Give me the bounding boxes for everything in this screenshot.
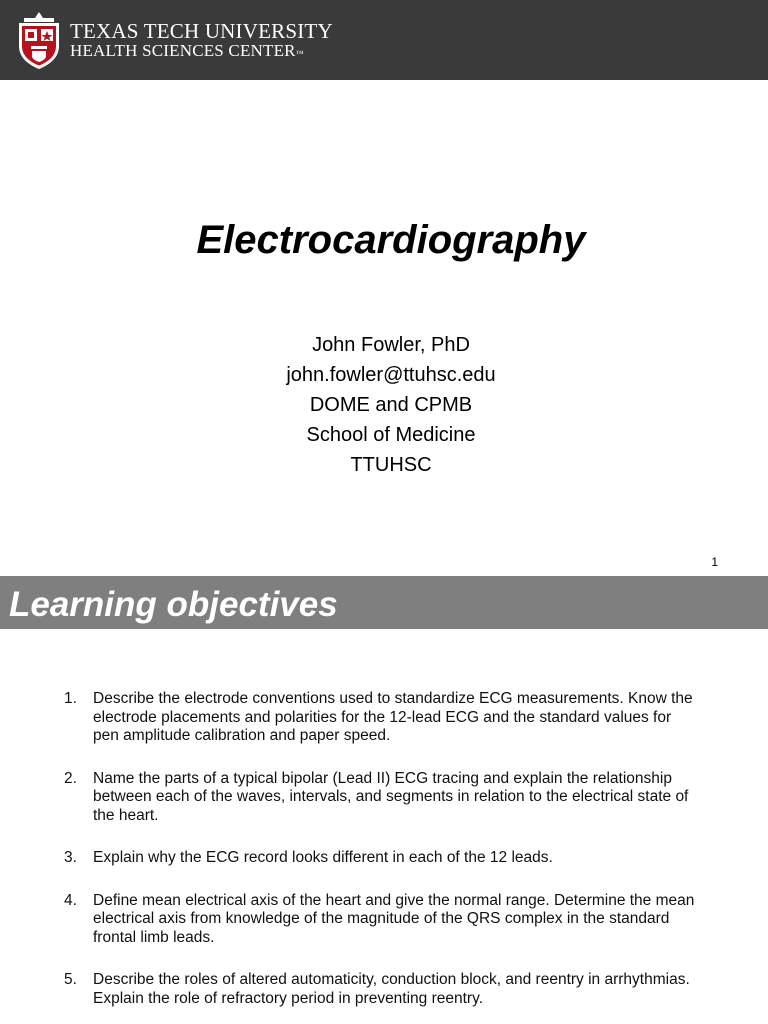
list-item (60, 849, 700, 868)
ttuhsc-seal-icon (16, 10, 62, 70)
list-item-number: 1. (64, 690, 77, 707)
list-item-text: Define mean electrical axis of the heart and give the normal range. Determine the mean electrical axis from knowledge of the magnitude of the QRS complex in the standard frontal limb leads. (93, 891, 695, 946)
header-bar (0, 0, 768, 80)
list-item (60, 690, 700, 746)
author-email: john.fowler@ttuhsc.edu (286, 364, 496, 386)
slide-title: Electrocardiography (196, 218, 586, 262)
author-school: School of Medicine (306, 424, 476, 446)
author-name: John Fowler, PhD (312, 334, 470, 356)
list-item (60, 892, 700, 948)
logo-line-1: TEXAS TECH UNIVERSITY (70, 19, 333, 43)
list-item-number: 3. (64, 849, 77, 866)
list-item-number: 2. (64, 769, 77, 787)
slide-number: 1 (711, 555, 718, 569)
author-institution: TTUHSC (350, 454, 432, 476)
objectives-list (60, 690, 700, 1024)
author-department: DOME and CPMB (309, 394, 473, 416)
list-item (60, 770, 700, 826)
list-item-text: Name the parts of a typical bipolar (Lead II) ECG tracing and explain the relationship between each of the waves, intervals, and segments in relation to the electrical state of the heart. (93, 769, 689, 824)
logo-line-2-text: HEALTH SCIENCES CENTER (70, 41, 296, 60)
author-block (0, 330, 768, 480)
trademark-mark: ™ (295, 49, 304, 58)
list-item-number: 4. (64, 891, 77, 909)
list-item (60, 971, 700, 1008)
list-item-text: Describe the electrode conventions used to standardize ECG measurements. Know the electrode placements and polarities for the 12-lead ECG and the standard values for pen amplitude calibration and paper speed. (93, 690, 693, 744)
university-logo-text (70, 19, 333, 63)
list-item-text: Describe the roles of altered automaticity, conduction block, and reentry in arrhythmias. Explain the role of refractory period in preventing reentry. (93, 971, 690, 1007)
logo-line-2 (70, 41, 333, 63)
list-item-text: Explain why the ECG record looks different in each of the 12 leads. (93, 849, 553, 866)
section-title: Learning objectives (9, 585, 338, 624)
list-item-number: 5. (64, 971, 77, 988)
